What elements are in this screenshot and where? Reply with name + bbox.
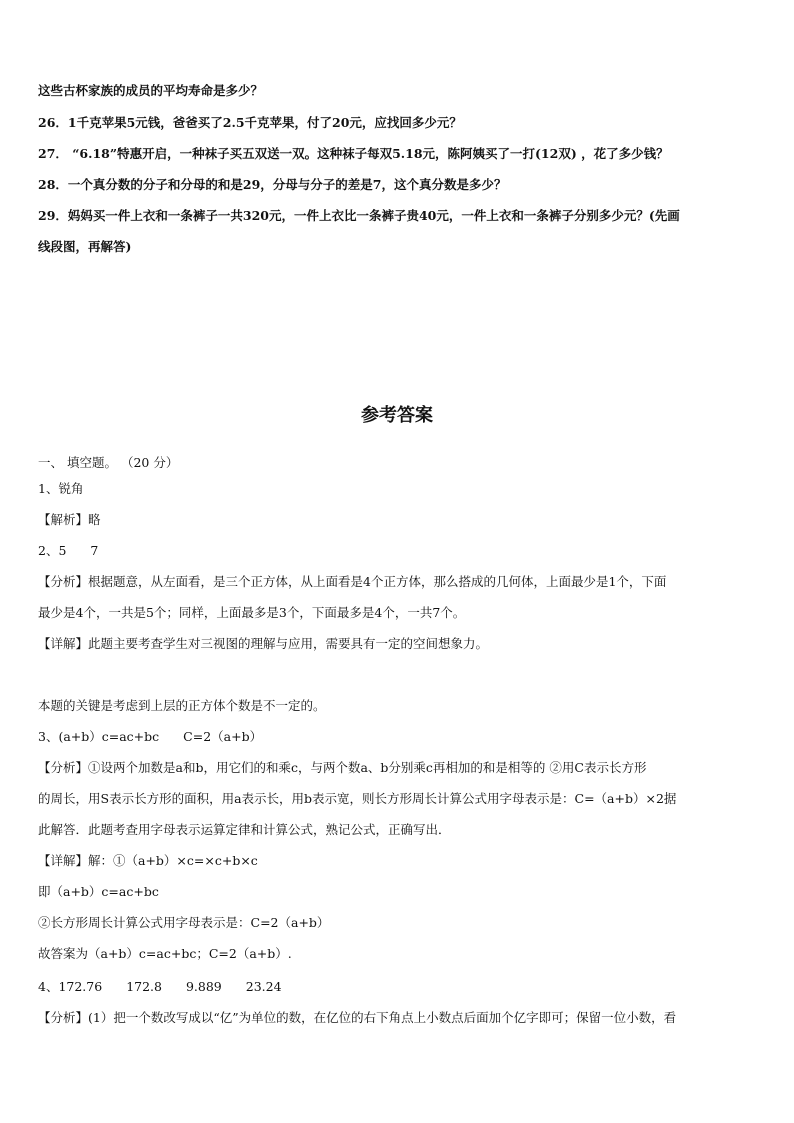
- answer-2-second: 7: [90, 543, 99, 558]
- answer-2-analysis-1: 【分析】根据题意，从左面看，是三个正方体，从上面看是4个正方体，那么搭成的几何体，上面最少是1个，下面: [38, 574, 667, 589]
- answer-4-value-3: 9.889: [185, 979, 222, 994]
- answer-2-analysis-2: 最少是4个，一共是5个；同样，上面最多是3个，下面最多是4个，一共7个。: [38, 605, 466, 620]
- question-29-line2: 线段图，再解答): [38, 239, 132, 254]
- question-intro: 这些古杯家族的成员的平均寿命是多少？: [38, 83, 264, 98]
- answer-3-analysis-2: 的周长，用S表示长方形的面积，用a表示长，用b表示宽，则长方形周长计算公式用字母表示是：C=（a+b）×2据: [38, 791, 677, 806]
- question-26: 26．1千克苹果5元钱，爸爸买了2.5千克苹果，付了20元，应找回多少元？: [38, 115, 462, 130]
- answer-3-analysis-3: 此解答．此题考查用字母表示运算定律和计算公式，熟记公式，正确写出．: [38, 822, 451, 837]
- answer-1-analysis: 【解析】略: [38, 512, 101, 527]
- question-27: 27． “6.18”特惠开启，一种袜子买五双送一双。这种袜子每双5.18元，陈阿姨买了一打(12双) ，花了多少钱？: [38, 146, 669, 161]
- answer-3-step3: ②长方形周长计算公式用字母表示是：C=2（a+b）: [38, 915, 330, 930]
- page-title: 参考答案: [361, 405, 433, 426]
- section-heading: 一、 填空题。 （20 分）: [38, 455, 179, 470]
- answer-4-value-2: 172.8: [126, 979, 162, 994]
- answer-3-analysis-1: 【分析】①设两个加数是a和b，用它们的和乘c，与两个数a、b分别乘c再相加的和是相等的 ②用C表示长方形: [38, 760, 647, 775]
- answer-3-final: 故答案为（a+b）c=ac+bc；C=2（a+b）.: [38, 946, 292, 961]
- answer-2: [38, 543, 758, 559]
- answer-4-analysis: 【分析】(1）把一个数改写成以“亿”为单位的数，在亿位的右下角点上小数点后面加个亿字即可；保留一位小数，看: [38, 1010, 677, 1025]
- answer-3: [38, 729, 758, 745]
- answer-4: [38, 979, 758, 995]
- answer-3-detail: 【详解】解：①（a+b）×c=×c+b×c: [38, 853, 258, 868]
- question-29-line1: 29．妈妈买一件上衣和一条裤子一共320元，一件上衣比一条裤子贵40元，一件上衣和一条裤子分别多少元？(先画: [38, 208, 680, 223]
- answer-2-first: 2、5: [38, 543, 67, 558]
- answer-4-value-4: 23.24: [245, 979, 282, 994]
- answer-1: 1、锐角: [38, 481, 84, 496]
- question-28: 28．一个真分数的分子和分母的和是29，分母与分子的差是7，这个真分数是多少？: [38, 177, 507, 192]
- answer-3-step2: 即（a+b）c=ac+bc: [38, 884, 159, 899]
- answer-2-key: 本题的关键是考虑到上层的正方体个数是不一定的。: [38, 698, 326, 713]
- answer-2-detail: 【详解】此题主要考查学生对三视图的理解与应用，需要具有一定的空间想象力。: [38, 636, 489, 651]
- answer-3-second: C=2（a+b）: [183, 729, 263, 744]
- answer-4-value-1: 4、172.76: [38, 979, 103, 994]
- answer-3-first: 3、(a+b）c=ac+bc: [38, 729, 160, 744]
